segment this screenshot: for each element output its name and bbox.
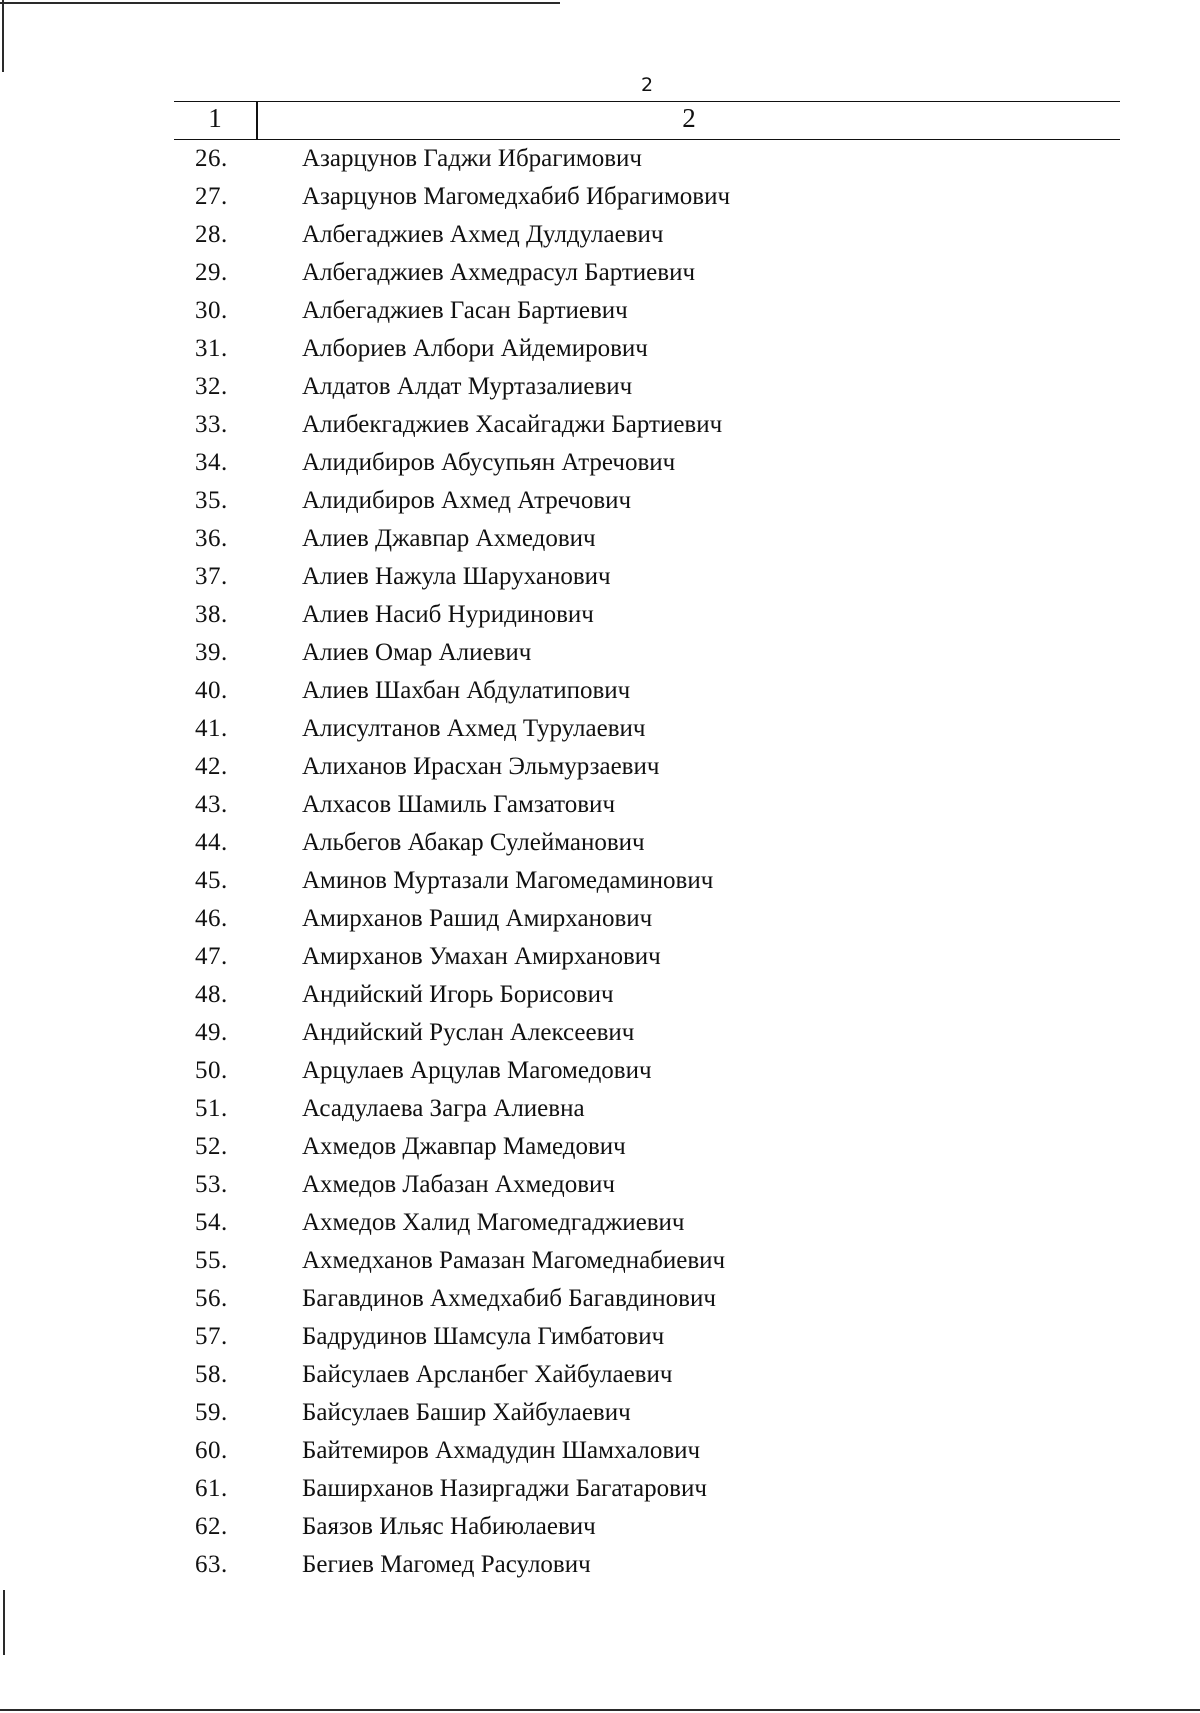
row-full-name: Байтемиров Ахмадудин Шамхалович	[302, 1437, 701, 1464]
table-row	[0, 1242, 1200, 1280]
row-full-name: Баязов Ильяс Набиюлаевич	[302, 1513, 596, 1540]
table-row	[0, 900, 1200, 938]
scan-edge-left-top	[2, 0, 4, 72]
scan-edge-top	[0, 2, 560, 4]
table-row	[0, 1546, 1200, 1584]
row-number: 54.	[195, 1209, 228, 1236]
table-row	[0, 292, 1200, 330]
row-full-name: Алиев Джавпар Ахмедович	[302, 525, 596, 552]
table-row	[0, 330, 1200, 368]
table-row	[0, 1394, 1200, 1432]
row-full-name: Арцулаев Арцулав Магомедович	[302, 1057, 652, 1084]
table-row	[0, 976, 1200, 1014]
row-number: 53.	[195, 1171, 228, 1198]
table-row	[0, 140, 1200, 178]
table-row	[0, 1356, 1200, 1394]
row-full-name: Ахмедов Лабазан Ахмедович	[302, 1171, 616, 1198]
table-row	[0, 1280, 1200, 1318]
row-full-name: Аминов Муртазали Магомедаминович	[302, 867, 714, 894]
scan-edge-bottom	[0, 1709, 1200, 1711]
table-row	[0, 520, 1200, 558]
row-number: 41.	[195, 715, 228, 742]
row-number: 26.	[195, 145, 228, 172]
row-full-name: Азарцунов Магомедхабиб Ибрагимович	[302, 183, 731, 210]
row-number: 38.	[195, 601, 228, 628]
row-full-name: Амирханов Рашид Амирханович	[302, 905, 653, 932]
row-full-name: Алиханов Ирасхан Эльмурзаевич	[302, 753, 660, 780]
row-full-name: Алдатов Алдат Муртазалиевич	[302, 373, 633, 400]
table-header-row	[174, 101, 1120, 140]
row-full-name: Алиев Нажула Шаруханович	[302, 563, 611, 590]
table-row	[0, 1508, 1200, 1546]
row-number: 63.	[195, 1551, 228, 1578]
row-number: 46.	[195, 905, 228, 932]
row-number: 55.	[195, 1247, 228, 1274]
table-row	[0, 1014, 1200, 1052]
row-number: 39.	[195, 639, 228, 666]
table-body	[0, 140, 1200, 1584]
row-full-name: Асадулаева Загра Алиевна	[302, 1095, 585, 1122]
row-number: 28.	[195, 221, 228, 248]
row-number: 37.	[195, 563, 228, 590]
table-header-cell-name: 2	[682, 103, 696, 133]
row-number: 59.	[195, 1399, 228, 1426]
table-row	[0, 1318, 1200, 1356]
row-full-name: Баширханов Назиргаджи Багатарович	[302, 1475, 707, 1502]
page-number: 2	[640, 74, 654, 96]
row-full-name: Бадрудинов Шамсула Гимбатович	[302, 1323, 665, 1350]
row-number: 36.	[195, 525, 228, 552]
row-full-name: Андийский Руслан Алексеевич	[302, 1019, 635, 1046]
row-full-name: Алиев Омар Алиевич	[302, 639, 532, 666]
table-row	[0, 254, 1200, 292]
row-full-name: Албегаджиев Ахмедрасул Бартиевич	[302, 259, 696, 286]
row-number: 45.	[195, 867, 228, 894]
table-row	[0, 824, 1200, 862]
table-row	[0, 444, 1200, 482]
row-number: 40.	[195, 677, 228, 704]
table-row	[0, 482, 1200, 520]
row-number: 60.	[195, 1437, 228, 1464]
row-number: 27.	[195, 183, 228, 210]
row-full-name: Ахмедханов Рамазан Магомеднабиевич	[302, 1247, 726, 1274]
table-row	[0, 216, 1200, 254]
row-full-name: Андийский Игорь Борисович	[302, 981, 614, 1008]
row-number: 33.	[195, 411, 228, 438]
table-row	[0, 368, 1200, 406]
row-number: 34.	[195, 449, 228, 476]
table-row	[0, 672, 1200, 710]
table-row	[0, 634, 1200, 672]
row-number: 43.	[195, 791, 228, 818]
row-number: 56.	[195, 1285, 228, 1312]
row-full-name: Алисултанов Ахмед Турулаевич	[302, 715, 646, 742]
table-row	[0, 862, 1200, 900]
row-full-name: Азарцунов Гаджи Ибрагимович	[302, 145, 642, 172]
table-row	[0, 748, 1200, 786]
row-full-name: Багавдинов Ахмедхабиб Багавдинович	[302, 1285, 716, 1312]
table-row	[0, 178, 1200, 216]
row-number: 29.	[195, 259, 228, 286]
row-full-name: Алидибиров Ахмед Атречович	[302, 487, 632, 514]
row-full-name: Альбегов Абакар Сулейманович	[302, 829, 645, 856]
row-full-name: Албегаджиев Ахмед Дулдулаевич	[302, 221, 664, 248]
row-full-name: Алиев Насиб Нуридинович	[302, 601, 594, 628]
row-number: 44.	[195, 829, 228, 856]
table-header-cell-number: 1	[208, 103, 222, 133]
row-number: 52.	[195, 1133, 228, 1160]
table-row	[0, 1090, 1200, 1128]
row-number: 49.	[195, 1019, 228, 1046]
row-full-name: Алиев Шахбан Абдулатипович	[302, 677, 631, 704]
scan-edge-left-bottom	[3, 1590, 5, 1655]
row-full-name: Алхасов Шамиль Гамзатович	[302, 791, 616, 818]
table-row	[0, 1470, 1200, 1508]
table-row	[0, 710, 1200, 748]
table-row	[0, 938, 1200, 976]
table-row	[0, 1052, 1200, 1090]
row-full-name: Ахмедов Джавпар Мамедович	[302, 1133, 626, 1160]
row-full-name: Алибекгаджиев Хасайгаджи Бартиевич	[302, 411, 723, 438]
row-full-name: Алидибиров Абусупьян Атречович	[302, 449, 676, 476]
row-number: 57.	[195, 1323, 228, 1350]
table-row	[0, 1204, 1200, 1242]
row-number: 50.	[195, 1057, 228, 1084]
table-row	[0, 1432, 1200, 1470]
row-number: 51.	[195, 1095, 228, 1122]
row-number: 35.	[195, 487, 228, 514]
row-full-name: Байсулаев Башир Хайбулаевич	[302, 1399, 631, 1426]
row-number: 42.	[195, 753, 228, 780]
table-row	[0, 406, 1200, 444]
row-full-name: Албориев Албори Айдемирович	[302, 335, 648, 362]
row-number: 62.	[195, 1513, 228, 1540]
row-full-name: Амирханов Умахан Амирханович	[302, 943, 661, 970]
table-row	[0, 786, 1200, 824]
row-full-name: Бегиев Магомед Расулович	[302, 1551, 591, 1578]
table-row	[0, 1166, 1200, 1204]
row-full-name: Ахмедов Халид Магомедгаджиевич	[302, 1209, 685, 1236]
table-row	[0, 596, 1200, 634]
row-number: 47.	[195, 943, 228, 970]
row-number: 30.	[195, 297, 228, 324]
row-number: 58.	[195, 1361, 228, 1388]
row-number: 48.	[195, 981, 228, 1008]
row-full-name: Албегаджиев Гасан Бартиевич	[302, 297, 628, 324]
table-row	[0, 1128, 1200, 1166]
row-number: 31.	[195, 335, 228, 362]
row-number: 61.	[195, 1475, 228, 1502]
table-row	[0, 558, 1200, 596]
row-number: 32.	[195, 373, 228, 400]
row-full-name: Байсулаев Арсланбег Хайбулаевич	[302, 1361, 673, 1388]
